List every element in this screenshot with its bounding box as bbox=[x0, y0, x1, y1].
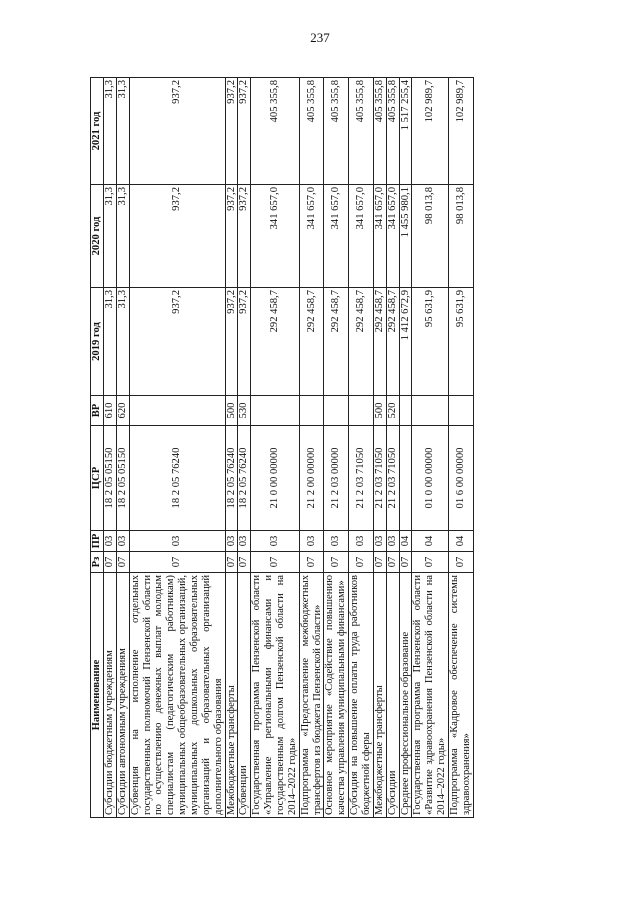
rotated-table-wrapper bbox=[90, 78, 530, 818]
cell-rz: 07 bbox=[324, 552, 349, 573]
cell-vr bbox=[251, 396, 299, 426]
cell-vr bbox=[324, 396, 349, 426]
table-row bbox=[449, 78, 474, 818]
cell-2019: 95 631,9 bbox=[412, 288, 449, 396]
cell-rz: 07 bbox=[349, 552, 374, 573]
cell-2019: 1 412 672,9 bbox=[399, 288, 412, 396]
table-row bbox=[373, 78, 386, 818]
cell-2019: 937,2 bbox=[129, 288, 225, 396]
table-row bbox=[116, 78, 129, 818]
cell-2021: 102 989,7 bbox=[449, 78, 474, 185]
cell-2021: 31,3 bbox=[116, 78, 129, 185]
cell-2020: 341 657,0 bbox=[349, 185, 374, 288]
cell-vr: 610 bbox=[104, 396, 117, 426]
col-header-2020: 2020 год bbox=[91, 185, 104, 288]
cell-2021: 405 355,8 bbox=[299, 78, 324, 185]
cell-vr: 500 bbox=[225, 396, 238, 426]
table-row bbox=[386, 78, 399, 818]
cell-pr: 03 bbox=[104, 531, 117, 552]
cell-pr: 03 bbox=[324, 531, 349, 552]
cell-rz: 07 bbox=[399, 552, 412, 573]
cell-pr: 03 bbox=[116, 531, 129, 552]
cell-2020: 937,2 bbox=[238, 185, 251, 288]
cell-rz: 07 bbox=[238, 552, 251, 573]
table-row bbox=[104, 78, 117, 818]
cell-pr: 04 bbox=[412, 531, 449, 552]
col-header-name: Наименование bbox=[91, 573, 104, 818]
table-row bbox=[299, 78, 324, 818]
budget-table bbox=[90, 77, 474, 818]
cell-name: Субвенции bbox=[238, 573, 251, 818]
cell-2019: 31,3 bbox=[116, 288, 129, 396]
col-header-vr: ВР bbox=[91, 396, 104, 426]
col-header-rz: Рз bbox=[91, 552, 104, 573]
cell-vr bbox=[412, 396, 449, 426]
col-header-2021: 2021 год bbox=[91, 78, 104, 185]
cell-name: Субсидия на повышение оплаты труда работников бюджетной сферы bbox=[349, 573, 374, 818]
cell-2021: 405 355,8 bbox=[251, 78, 299, 185]
cell-pr: 03 bbox=[299, 531, 324, 552]
cell-2021: 405 355,8 bbox=[373, 78, 386, 185]
cell-2020: 98 013,8 bbox=[412, 185, 449, 288]
cell-2020: 341 657,0 bbox=[373, 185, 386, 288]
cell-2021: 937,2 bbox=[129, 78, 225, 185]
cell-2020: 341 657,0 bbox=[251, 185, 299, 288]
cell-pr: 03 bbox=[238, 531, 251, 552]
cell-rz: 07 bbox=[449, 552, 474, 573]
table-row bbox=[412, 78, 449, 818]
cell-2020: 31,3 bbox=[116, 185, 129, 288]
cell-name: Межбюджетные трансферты bbox=[225, 573, 238, 818]
table-row bbox=[324, 78, 349, 818]
cell-2021: 1 517 255,4 bbox=[399, 78, 412, 185]
cell-vr: 620 bbox=[116, 396, 129, 426]
cell-2019: 95 631,9 bbox=[449, 288, 474, 396]
cell-2019: 937,2 bbox=[238, 288, 251, 396]
cell-name: Субвенция на исполнение отдельных государственных полномочий Пензенской области по осуществлению денежных выплат молодым специалистам (педагогическим работникам) муниципальных общеобразовательных организаций, муниципальных дошкольных образовательных организаций и образовательных организаций дополнительного образования bbox=[129, 573, 225, 818]
cell-name: Государственная программа Пензенской области «Развитие здравоохранения Пензенской области на 2014–2022 годы» bbox=[412, 573, 449, 818]
cell-name: Подпрограмма «Кадровое обеспечение системы здравоохранения» bbox=[449, 573, 474, 818]
cell-pr: 03 bbox=[129, 531, 225, 552]
cell-pr: 04 bbox=[399, 531, 412, 552]
table-row bbox=[399, 78, 412, 818]
cell-2019: 292 458,7 bbox=[251, 288, 299, 396]
cell-vr bbox=[349, 396, 374, 426]
cell-name: Межбюджетные трансферты bbox=[373, 573, 386, 818]
cell-rz: 07 bbox=[104, 552, 117, 573]
cell-vr bbox=[129, 396, 225, 426]
page-number: 237 bbox=[310, 30, 330, 45]
cell-2021: 405 355,8 bbox=[349, 78, 374, 185]
cell-name: Субсидии bbox=[386, 573, 399, 818]
cell-2021: 405 355,8 bbox=[386, 78, 399, 185]
cell-2019: 937,2 bbox=[225, 288, 238, 396]
cell-rz: 07 bbox=[225, 552, 238, 573]
col-header-2019: 2019 год bbox=[91, 288, 104, 396]
cell-csr: 21 2 03 71050 bbox=[386, 426, 399, 531]
cell-rz: 07 bbox=[412, 552, 449, 573]
cell-vr: 500 bbox=[373, 396, 386, 426]
cell-2020: 98 013,8 bbox=[449, 185, 474, 288]
table-row bbox=[129, 78, 225, 818]
cell-vr: 520 bbox=[386, 396, 399, 426]
cell-csr: 18 2 05 76240 bbox=[225, 426, 238, 531]
cell-2020: 341 657,0 bbox=[324, 185, 349, 288]
cell-csr: 18 2 05 05150 bbox=[104, 426, 117, 531]
cell-csr: 21 2 03 00000 bbox=[324, 426, 349, 531]
cell-name: Основное мероприятие «Содействие повышению качества управления муниципальными финансами» bbox=[324, 573, 349, 818]
cell-name: Субсидии автономным учреждениям bbox=[116, 573, 129, 818]
cell-2019: 31,3 bbox=[104, 288, 117, 396]
cell-name: Среднее профессиональное образование bbox=[399, 573, 412, 818]
cell-2019: 292 458,7 bbox=[386, 288, 399, 396]
cell-2020: 341 657,0 bbox=[299, 185, 324, 288]
cell-csr: 21 2 03 71050 bbox=[373, 426, 386, 531]
cell-pr: 03 bbox=[225, 531, 238, 552]
cell-2020: 937,2 bbox=[129, 185, 225, 288]
cell-csr: 18 2 05 05150 bbox=[116, 426, 129, 531]
cell-csr: 01 0 00 00000 bbox=[412, 426, 449, 531]
table-row bbox=[251, 78, 299, 818]
cell-2019: 292 458,7 bbox=[324, 288, 349, 396]
cell-rz: 07 bbox=[116, 552, 129, 573]
cell-rz: 07 bbox=[373, 552, 386, 573]
cell-2019: 292 458,7 bbox=[349, 288, 374, 396]
cell-2021: 937,2 bbox=[225, 78, 238, 185]
cell-2021: 102 989,7 bbox=[412, 78, 449, 185]
cell-name: Подпрограмма «Предоставление межбюджетных трансфертов из бюджета Пензенской области» bbox=[299, 573, 324, 818]
cell-csr: 21 2 00 00000 bbox=[299, 426, 324, 531]
table-header-row bbox=[91, 78, 104, 818]
cell-rz: 07 bbox=[129, 552, 225, 573]
cell-2020: 1 455 980,1 bbox=[399, 185, 412, 288]
cell-rz: 07 bbox=[299, 552, 324, 573]
cell-name: Субсидии бюджетным учреждениям bbox=[104, 573, 117, 818]
cell-2020: 937,2 bbox=[225, 185, 238, 288]
cell-vr bbox=[299, 396, 324, 426]
cell-csr: 01 6 00 00000 bbox=[449, 426, 474, 531]
cell-pr: 03 bbox=[349, 531, 374, 552]
cell-csr: 21 2 03 71050 bbox=[349, 426, 374, 531]
cell-2020: 31,3 bbox=[104, 185, 117, 288]
cell-csr: 21 0 00 00000 bbox=[251, 426, 299, 531]
cell-2019: 292 458,7 bbox=[373, 288, 386, 396]
cell-csr: 18 2 05 76240 bbox=[238, 426, 251, 531]
cell-2021: 405 355,8 bbox=[324, 78, 349, 185]
cell-pr: 03 bbox=[386, 531, 399, 552]
cell-csr: 18 2 05 76240 bbox=[129, 426, 225, 531]
col-header-pr: ПР bbox=[91, 531, 104, 552]
cell-pr: 03 bbox=[373, 531, 386, 552]
table-row bbox=[238, 78, 251, 818]
cell-rz: 07 bbox=[386, 552, 399, 573]
cell-name: Государственная программа Пензенской области «Управление региональными финансами и государственным долгом Пензенской области на 2014–2022 годы» bbox=[251, 573, 299, 818]
cell-2021: 937,2 bbox=[238, 78, 251, 185]
col-header-csr: ЦСР bbox=[91, 426, 104, 531]
cell-vr: 530 bbox=[238, 396, 251, 426]
cell-csr bbox=[399, 426, 412, 531]
cell-2019: 292 458,7 bbox=[299, 288, 324, 396]
cell-2021: 31,3 bbox=[104, 78, 117, 185]
table-row bbox=[225, 78, 238, 818]
table-row bbox=[349, 78, 374, 818]
cell-vr bbox=[449, 396, 474, 426]
cell-vr bbox=[399, 396, 412, 426]
cell-pr: 03 bbox=[251, 531, 299, 552]
cell-rz: 07 bbox=[251, 552, 299, 573]
cell-2020: 341 657,0 bbox=[386, 185, 399, 288]
cell-pr: 04 bbox=[449, 531, 474, 552]
